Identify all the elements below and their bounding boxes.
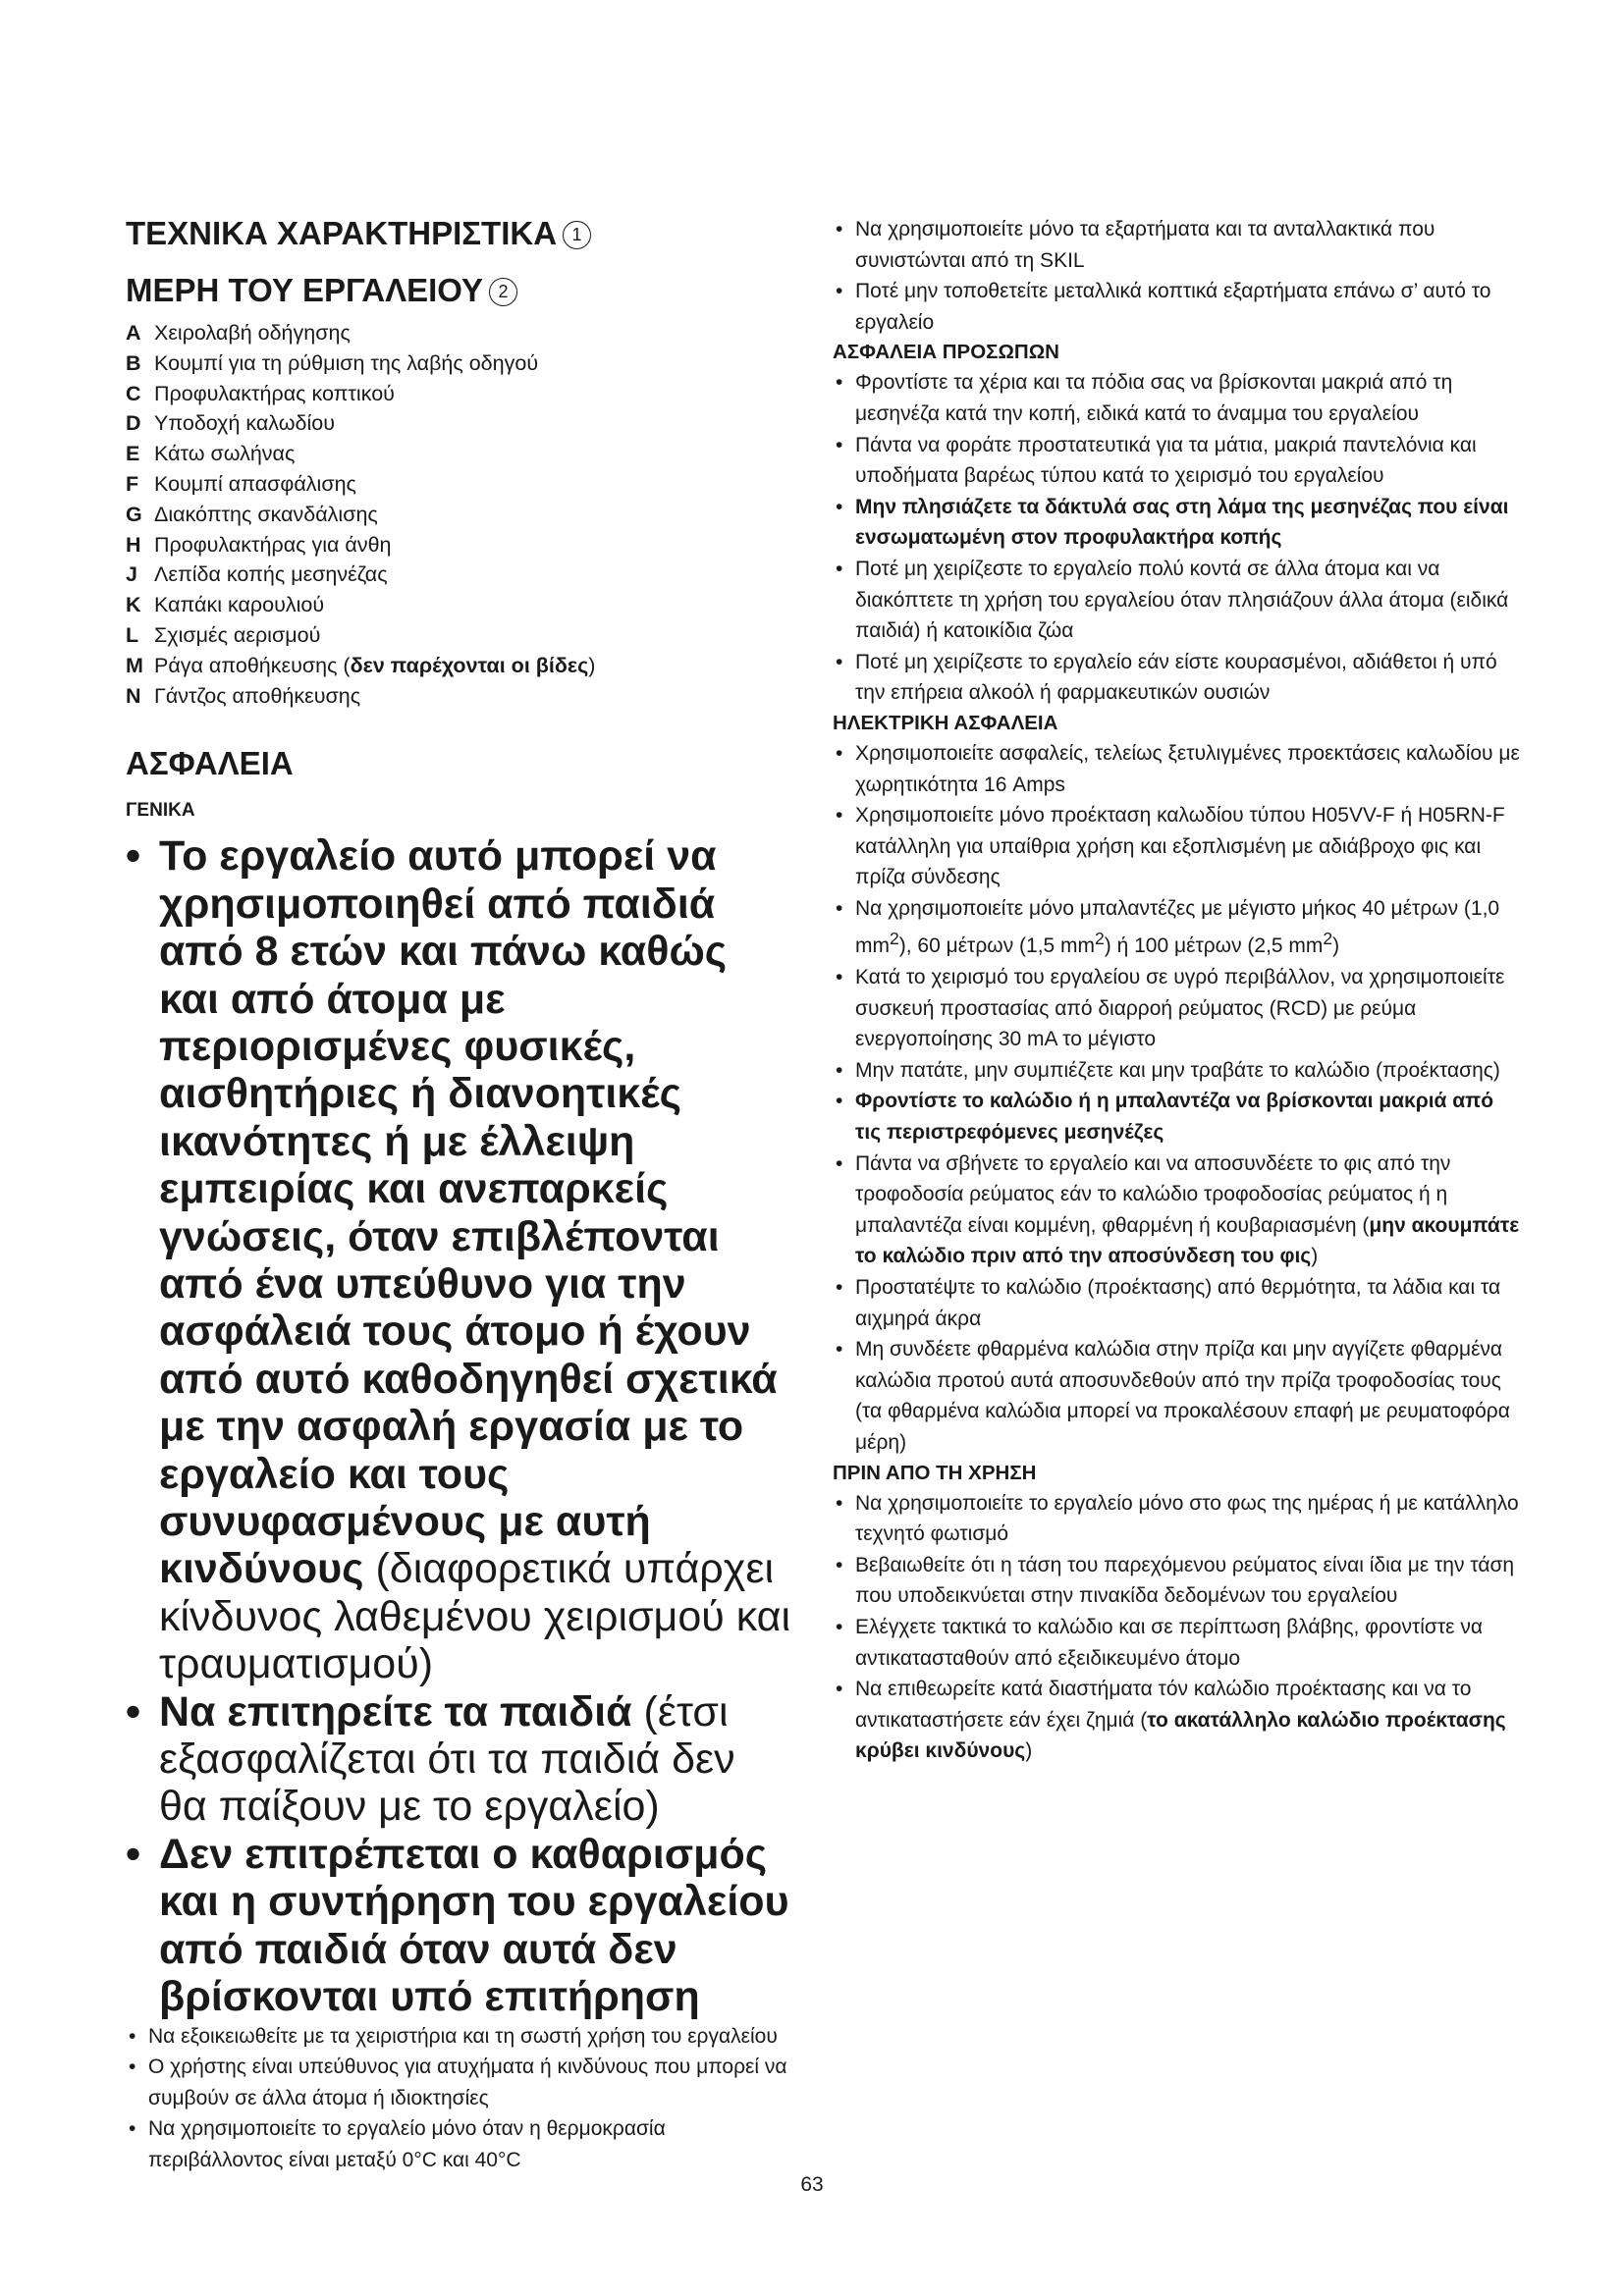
persons-safety-list bbox=[833, 367, 1520, 709]
figure-ref-1: 1 bbox=[563, 221, 591, 249]
list-item: • Πάντα να φοράτε προστατευτικά για τα μάτια, μακριά παντελόνια και υποδήματα βαρέως τύπου κατά το χειρισμό του εργαλείου bbox=[833, 430, 1520, 492]
list-item: • Μην πλησιάζετε τα δάκτυλά σας στη λάμα της μεσηνέζας που είναι ενσωματωμένη στον προφυλακτήρα κοπής bbox=[833, 492, 1520, 554]
parts-list bbox=[126, 318, 793, 711]
part-item: F Κουμπί απασφάλισης bbox=[126, 471, 356, 496]
list-item: • Να χρησιμοποιείτε το εργαλείο μόνο όταν η θερμοκρασία περιβάλλοντος είναι μεταξύ 0°C και 40°C bbox=[126, 2113, 793, 2175]
electrical-safety-list bbox=[833, 738, 1520, 1459]
part-item: C Προφυλακτήρας κοπτικού bbox=[126, 381, 395, 405]
figure-ref-2: 2 bbox=[489, 278, 517, 306]
list-item: • Μη συνδέετε φθαρμένα καλώδια στην πρίζα και μην αγγίζετε φθαρμένα καλώδια προτού αυτά αποσυνδεθούν από την πρίζα τροφοδοσίας τους (τα φθαρμένα καλώδια μπορεί να προκαλέσουν επαφή με ρευματοφόρα μέρη) bbox=[833, 1334, 1520, 1458]
list-item: • Να χρησιμοποιείτε μόνο μπαλαντέζες με μέγιστο μήκος 40 μέτρων (1,0 $mm^2$), 60 μέτρων (1,5 $mm^2$) ή 100 μέτρων (2,5 $mm^2$) bbox=[833, 893, 1520, 962]
right-column bbox=[833, 214, 1520, 1767]
part-item: D Υποδοχή καλωδίου bbox=[126, 411, 335, 436]
list-item: • Ελέγχετε τακτικά το καλώδιο και σε περίπτωση βλάβης, φροντίστε να αντικατασταθούν από εξειδικευμένο άτομο bbox=[833, 1612, 1520, 1674]
part-item: L Σχισμές αερισμού bbox=[126, 622, 321, 647]
list-item: • Να χρησιμοποιείτε το εργαλείο μόνο στο φως της ημέρας ή με κατάλληλο τεχνητό φωτισμό bbox=[833, 1488, 1520, 1550]
list-item: • Βεβαιωθείτε ότι η τάση του παρεχόμενου ρεύματος είναι ίδια με την τάση που υποδεικνύεται στην πινακίδα δεδομένων του εργαλείου bbox=[833, 1550, 1520, 1612]
general-safety-list bbox=[126, 2021, 793, 2176]
part-item: K Καπάκι καρουλιού bbox=[126, 593, 325, 617]
part-item: G Διακόπτης σκανδάλισης bbox=[126, 502, 378, 526]
list-item: • Να εξοικειωθείτε με τα χειριστήρια και τη σωστή χρήση του εργαλείου bbox=[126, 2021, 793, 2053]
list-item: • Πάντα να σβήνετε το εργαλείο και να αποσυνδέετε το φις από την τροφοδοσία ρεύματος εάν το καλώδιο τροφοδοσίας ρεύματος ή η μπαλαντέζα είναι κομμένη, φθαρμένη ή κουβαριασμένη (μην ακουμπάτε το καλώδιο πριν από την αποσύνδεση του φις) bbox=[833, 1148, 1520, 1272]
list-item: • Ποτέ μη χειρίζεστε το εργαλείο πολύ κοντά σε άλλα άτομα και να διακόπτετε τη χρήση του εργαλείου όταν πλησιάζουν άλλα άτομα (ειδικά παιδιά) ή κατοικίδια ζώα bbox=[833, 554, 1520, 647]
electrical-safety-heading: ΗΛΕΚΤΡΙΚΗ ΑΣΦΑΛΕΙΑ bbox=[833, 711, 1058, 734]
list-item: • Κατά το χειρισμό του εργαλείου σε υγρό περιβάλλον, να χρησιμοποιείτε συσκευή προστασίας από διαρροή ρεύματος (RCD) με ρεύμα ενεργοποίησης 30 mA το μέγιστο bbox=[833, 962, 1520, 1055]
part-item: B Κουμπί για τη ρύθμιση της λαβής οδηγού bbox=[126, 350, 539, 375]
list-item: • Ποτέ μην τοποθετείτε μεταλλικά κοπτικά εξαρτήματα επάνω σ’ αυτό το εργαλείο bbox=[833, 276, 1520, 338]
left-column bbox=[126, 214, 793, 2175]
page-number: 63 bbox=[800, 2173, 824, 2196]
list-item: • Χρησιμοποιείτε μόνο προέκταση καλωδίου τύπου H05VV-F ή H05RN-F κατάλληλη για υπαίθρια χρήση και εξοπλισμένη με αδιάβροχο φις και πρίζα σύνδεσης bbox=[833, 800, 1520, 893]
part-item: A Χειρολαβή οδήγησης bbox=[126, 321, 351, 345]
parts-heading bbox=[126, 271, 793, 310]
before-use-heading: ΠΡΙΝ ΑΠΟ ΤΗ ΧΡΗΣΗ bbox=[833, 1461, 1037, 1484]
list-item: • Χρησιμοποιείτε ασφαλείς, τελείως ξετυλιγμένες προεκτάσεις καλωδίου με χωρητικότητα 16 Amps bbox=[833, 738, 1520, 800]
part-item: N Γάντζος αποθήκευσης bbox=[126, 683, 361, 708]
part-item: J Λεπίδα κοπής μεσηνέζας bbox=[126, 562, 388, 587]
before-use-list bbox=[833, 1488, 1520, 1767]
part-item: H Προφυλακτήρας για άνθη bbox=[126, 532, 392, 557]
warning-item: • Το εργαλείο αυτό μπορεί να χρησιμοποιηθεί από παιδιά από 8 ετών και πάνω καθώς και από άτομα με περιορισμένες φυσικές, αισθητήριες ή διανοητικές ικανότητες ή με έλλειψη εμπειρίας και ανεπαρκείς γνώσεις, όταν επιβλέπονται από ένα υπεύθυνο για την ασφάλειά τους άτομο ή έχουν από αυτό καθοδηγηθεί σχετικά με την ασφαλή εργασία με το εργαλείο και τους συνυφασμένους με αυτή κινδύνους (διαφορετικά υπάρχει κίνδυνος λαθεμένου χειρισμού και τραυματισμού) bbox=[126, 832, 793, 1687]
list-item: • Μην πατάτε, μην συμπιέζετε και μην τραβάτε το καλώδιο (προέκτασης) bbox=[833, 1055, 1520, 1087]
parts-title: ΜΕΡΗ ΤΟΥ ΕΡΓΑΛΕΙΟΥ bbox=[126, 272, 484, 308]
child-warnings bbox=[126, 832, 793, 2020]
list-item: • Φροντίστε τα χέρια και τα πόδια σας να βρίσκονται μακριά από τη μεσηνέζα κατά την κοπή, ειδικά κατά το άναμμα του εργαλείου bbox=[833, 367, 1520, 429]
part-item: E Κάτω σωλήνας bbox=[126, 442, 296, 466]
list-item: • Ποτέ μη χειρίζεστε το εργαλείο εάν είστε κουρασμένοι, αδιάθετοι ή υπό την επήρεια αλκοόλ ή φαρμακευτικών ουσιών bbox=[833, 647, 1520, 709]
list-item: • Προστατέψτε το καλώδιο (προέκτασης) από θερμότητα, τα λάδια και τα αιχμηρά άκρα bbox=[833, 1272, 1520, 1334]
list-item: • Να επιθεωρείτε κατά διαστήματα τόν καλώδιο προέκτασης και να το αντικαταστήσετε εάν έχει ζημιά (το ακατάλληλο καλώδιο προέκτασης κρύβει κινδύνους) bbox=[833, 1674, 1520, 1767]
general-heading: ΓΕΝΙΚΑ bbox=[126, 800, 195, 822]
specs-title: ΤΕΧΝΙΚΑ ΧΑΡΑΚΤΗΡΙΣΤΙΚΑ bbox=[126, 215, 558, 251]
list-item: • Φροντίστε το καλώδιο ή η μπαλαντέζα να βρίσκονται μακριά από τις περιστρεφόμενες μεσηνέζες bbox=[833, 1086, 1520, 1148]
list-item: • Να χρησιμοποιείτε μόνο τα εξαρτήματα και τα ανταλλακτικά που συνιστώνται από τη SKIL bbox=[833, 214, 1520, 276]
specs-heading bbox=[126, 214, 793, 253]
safety-heading: ΑΣΦΑΛΕΙΑ bbox=[126, 745, 294, 782]
persons-safety-heading: ΑΣΦΑΛΕΙΑ ΠΡΟΣΩΠΩΝ bbox=[833, 341, 1059, 364]
warning-item: • Δεν επιτρέπεται ο καθαρισμός και η συντήρηση του εργαλείου από παιδιά όταν αυτά δεν βρίσκονται υπό επιτήρηση bbox=[126, 1831, 793, 2021]
part-item: M Ράγα αποθήκευσης (δεν παρέχονται οι βίδες) bbox=[126, 653, 596, 677]
accessories-list bbox=[833, 214, 1520, 338]
list-item: • Ο χρήστης είναι υπεύθυνος για ατυχήματα ή κινδύνους που μπορεί να συμβούν σε άλλα άτομα ή ιδιοκτησίες bbox=[126, 2052, 793, 2113]
warning-item: • Να επιτηρείτε τα παιδιά (έτσι εξασφαλίζεται ότι τα παιδιά δεν θα παίξουν με το εργαλείο) bbox=[126, 1688, 793, 1831]
